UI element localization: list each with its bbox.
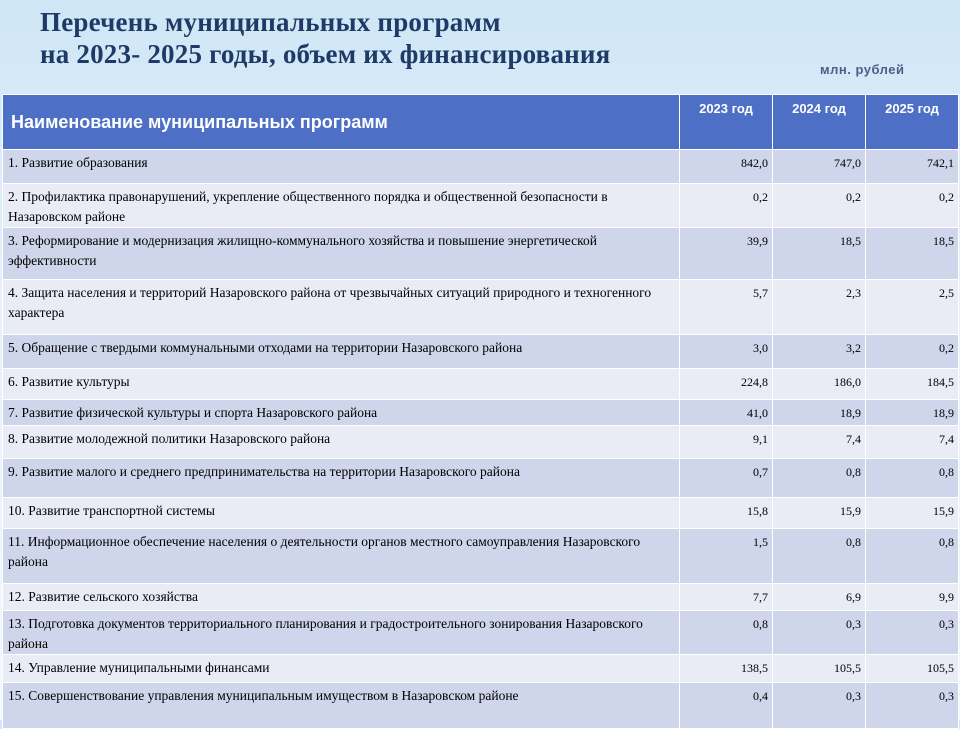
- value-2025: 742,1: [866, 150, 959, 184]
- value-2023: 842,0: [680, 150, 773, 184]
- programs-table: [2, 94, 959, 729]
- title-line-2: на 2023- 2025 годы, объем их финансирования: [40, 39, 611, 69]
- value-2025: 18,5: [866, 228, 959, 280]
- table-header-row: [3, 95, 959, 150]
- value-2023: 9,1: [680, 426, 773, 459]
- program-name: 5. Обращение с твердыми коммунальными отходами на территории Назаровского района: [3, 335, 680, 369]
- value-2023: 0,4: [680, 683, 773, 729]
- program-name: 3. Реформирование и модернизация жилищно-коммунального хозяйства и повышение энергетической эффективности: [3, 228, 680, 280]
- value-2024: 2,3: [773, 280, 866, 335]
- program-name: 13. Подготовка документов территориального планирования и градостроительного зонирования Назаровского района: [3, 611, 680, 655]
- value-2025: 7,4: [866, 426, 959, 459]
- value-2024: 0,8: [773, 459, 866, 498]
- value-2024: 7,4: [773, 426, 866, 459]
- value-2024: 15,9: [773, 498, 866, 529]
- program-name: 11. Информационное обеспечение населения о деятельности органов местного самоуправления Назаровского района: [3, 529, 680, 584]
- value-2025: 2,5: [866, 280, 959, 335]
- table-row: [3, 335, 959, 369]
- value-2024: 0,8: [773, 529, 866, 584]
- value-2025: 18,9: [866, 400, 959, 426]
- table-row: [3, 426, 959, 459]
- value-2025: 0,8: [866, 529, 959, 584]
- table-row: [3, 228, 959, 280]
- value-2023: 39,9: [680, 228, 773, 280]
- value-2023: 15,8: [680, 498, 773, 529]
- page-title: [40, 6, 800, 70]
- value-2025: 0,2: [866, 184, 959, 228]
- program-name: 7. Развитие физической культуры и спорта Назаровского района: [3, 400, 680, 426]
- value-2024: 186,0: [773, 369, 866, 400]
- value-2024: 0,3: [773, 683, 866, 729]
- value-2024: 18,9: [773, 400, 866, 426]
- program-name: 6. Развитие культуры: [3, 369, 680, 400]
- table-row: [3, 498, 959, 529]
- program-name: 14. Управление муниципальными финансами: [3, 655, 680, 683]
- program-name: 1. Развитие образования: [3, 150, 680, 184]
- value-2024: 0,2: [773, 184, 866, 228]
- value-2025: 15,9: [866, 498, 959, 529]
- value-2024: 6,9: [773, 584, 866, 611]
- table-row: [3, 400, 959, 426]
- value-2025: 0,2: [866, 335, 959, 369]
- program-name: 12. Развитие сельского хозяйства: [3, 584, 680, 611]
- program-name: 8. Развитие молодежной политики Назаровского района: [3, 426, 680, 459]
- value-2023: 0,7: [680, 459, 773, 498]
- program-name: 2. Профилактика правонарушений, укрепление общественного порядка и общественной безопасности в Назаровском районе: [3, 184, 680, 228]
- value-2025: 105,5: [866, 655, 959, 683]
- value-2024: 747,0: [773, 150, 866, 184]
- value-2023: 41,0: [680, 400, 773, 426]
- program-name: 4. Защита населения и территорий Назаровского района от чрезвычайных ситуаций природного и техногенного характера: [3, 280, 680, 335]
- table-row: [3, 280, 959, 335]
- value-2024: 105,5: [773, 655, 866, 683]
- units-label: млн. рублей: [820, 62, 905, 77]
- table-row: [3, 584, 959, 611]
- table-row: [3, 459, 959, 498]
- table-row: [3, 184, 959, 228]
- value-2023: 0,8: [680, 611, 773, 655]
- program-name: 10. Развитие транспортной системы: [3, 498, 680, 529]
- value-2025: 0,3: [866, 611, 959, 655]
- value-2023: 7,7: [680, 584, 773, 611]
- value-2024: 3,2: [773, 335, 866, 369]
- table-row: [3, 150, 959, 184]
- table-row: [3, 611, 959, 655]
- value-2023: 3,0: [680, 335, 773, 369]
- value-2025: 0,8: [866, 459, 959, 498]
- table-row: [3, 369, 959, 400]
- value-2023: 224,8: [680, 369, 773, 400]
- value-2024: 0,3: [773, 611, 866, 655]
- value-2025: 9,9: [866, 584, 959, 611]
- header-2025: 2025 год: [866, 95, 959, 150]
- program-name: 15. Совершенствование управления муниципальным имуществом в Назаровском районе: [3, 683, 680, 729]
- header-2023: 2023 год: [680, 95, 773, 150]
- value-2023: 0,2: [680, 184, 773, 228]
- value-2023: 5,7: [680, 280, 773, 335]
- header-2024: 2024 год: [773, 95, 866, 150]
- title-line-1: Перечень муниципальных программ: [40, 7, 501, 37]
- value-2024: 18,5: [773, 228, 866, 280]
- table-row: [3, 655, 959, 683]
- value-2025: 184,5: [866, 369, 959, 400]
- value-2023: 1,5: [680, 529, 773, 584]
- header-program-name: Наименование муниципальных программ: [3, 95, 680, 150]
- value-2025: 0,3: [866, 683, 959, 729]
- table-row: [3, 529, 959, 584]
- table-row: [3, 683, 959, 729]
- value-2023: 138,5: [680, 655, 773, 683]
- program-name: 9. Развитие малого и среднего предпринимательства на территории Назаровского района: [3, 459, 680, 498]
